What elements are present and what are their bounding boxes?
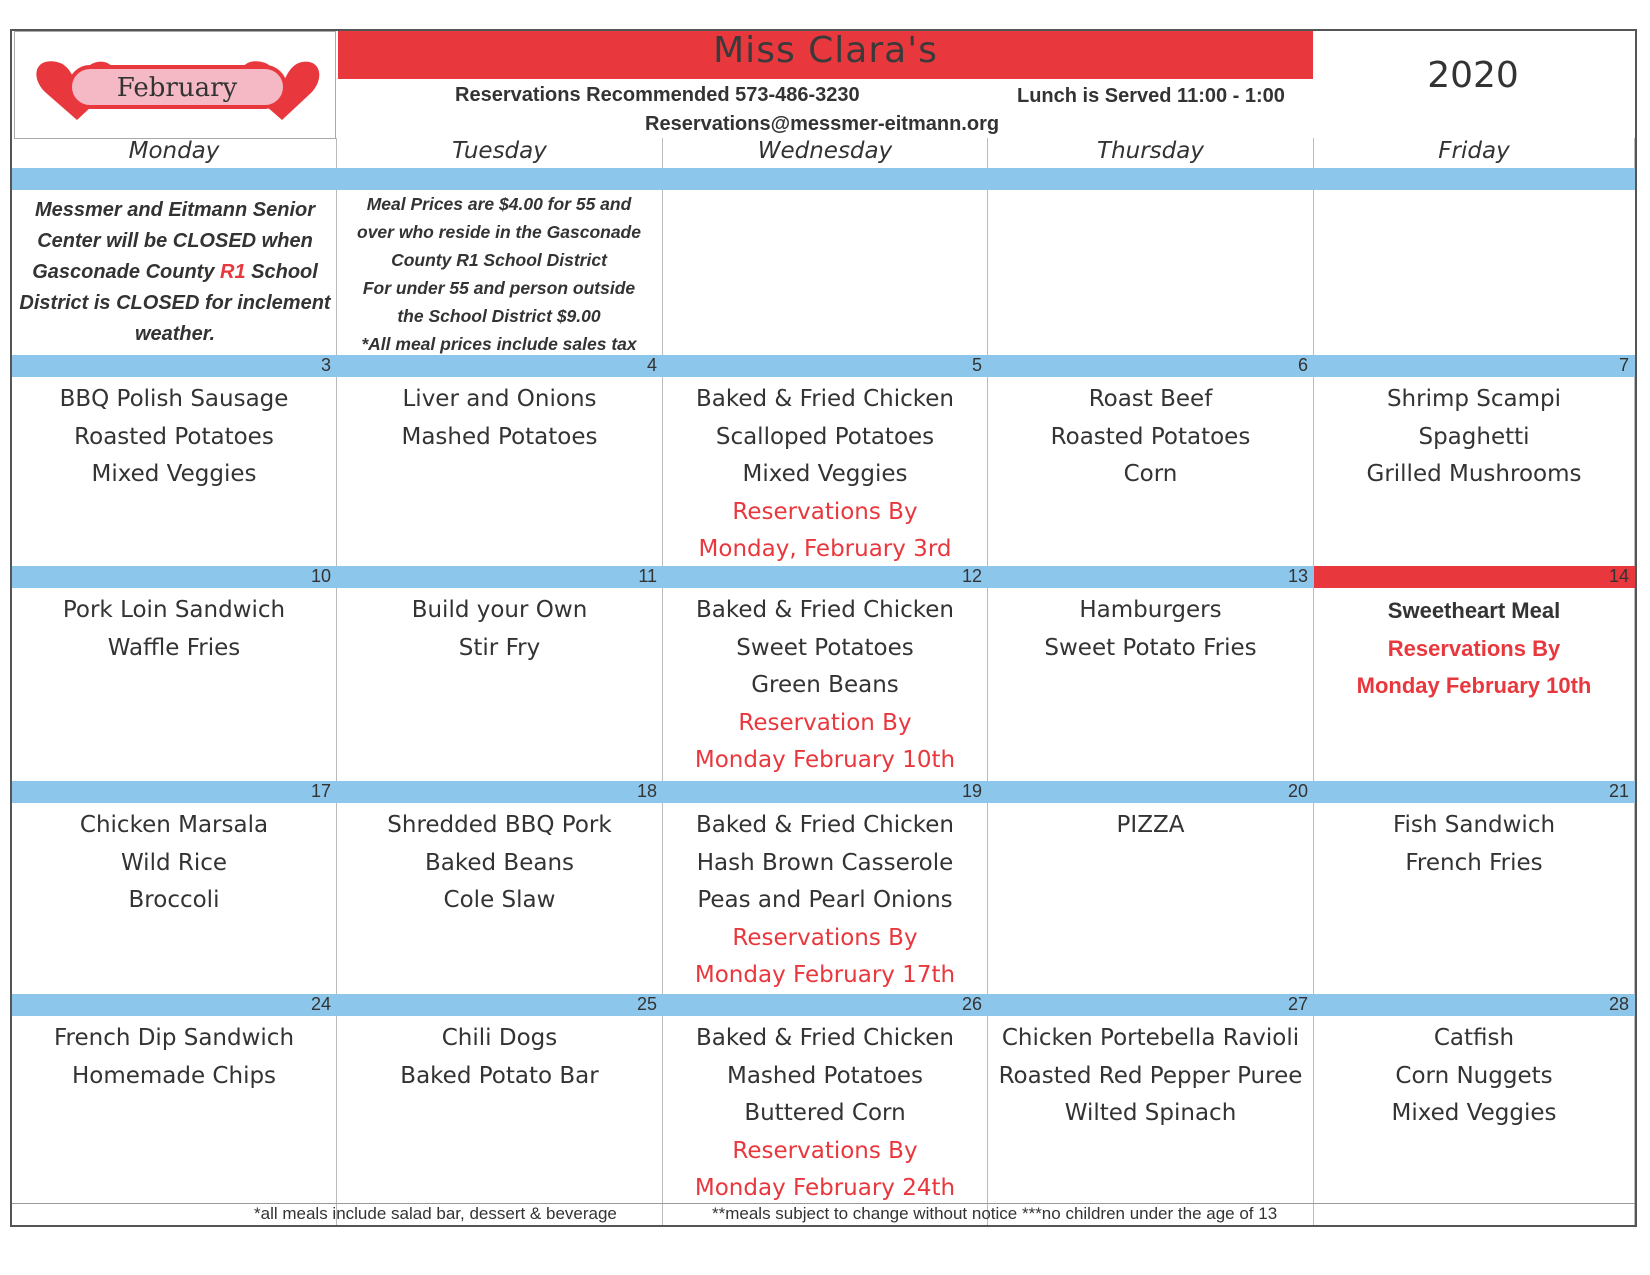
menu-item: Green Beans xyxy=(751,672,899,698)
menu-item: Sweet Potatoes xyxy=(736,634,914,661)
day-cell xyxy=(337,803,663,1016)
menu-item: Sweet Potato Fries xyxy=(1044,634,1257,661)
reservation-note: Monday, February 3rd xyxy=(698,536,952,562)
day-cell xyxy=(988,1016,1314,1225)
day-number: 17 xyxy=(12,781,337,803)
year-label: 2020 xyxy=(1427,55,1519,96)
menu-item: Shredded BBQ Pork xyxy=(387,812,612,838)
day-cell xyxy=(988,377,1314,588)
day-cell xyxy=(12,803,337,1016)
menu-item: Mixed Veggies xyxy=(742,461,908,487)
reservation-note: Reservations By xyxy=(732,1137,918,1164)
menu-item: Build your Own xyxy=(411,597,588,623)
day-cell xyxy=(663,588,988,803)
day-number: 19 xyxy=(663,781,988,803)
price-line: Meal Prices are $4.00 for 55 and xyxy=(366,194,632,214)
week-band-top xyxy=(12,168,1635,190)
day-number: 26 xyxy=(663,994,988,1016)
closure-notice-text-end: School District is CLOSED for inclement weather. xyxy=(19,261,331,345)
day-number: 18 xyxy=(337,781,663,803)
price-line: the School District $9.00 xyxy=(397,306,601,326)
menu-item: Grilled Mushrooms xyxy=(1366,461,1582,487)
day-number: 7 xyxy=(1314,355,1635,377)
weekday-thursday: Thursday xyxy=(988,138,1314,168)
reservation-note: Reservation By xyxy=(738,709,912,736)
closure-notice-text: Messmer and Eitmann Senior Center will be CLOSED when Gasconade County xyxy=(32,199,316,283)
menu-item: Spaghetti xyxy=(1418,423,1530,450)
menu-item: Catfish xyxy=(1433,1025,1515,1051)
day-number: 3 xyxy=(12,355,337,377)
month-logo xyxy=(14,31,336,139)
reservation-note: Monday February 10th xyxy=(1356,673,1592,698)
menu-item: Baked & Fried Chicken xyxy=(695,1025,955,1051)
day-number: 11 xyxy=(337,566,663,588)
reservations-email: Reservations@messmer-eitmann.org xyxy=(645,113,1000,135)
menu-item: Baked & Fried Chicken xyxy=(695,812,955,838)
menu-item: Wilted Spinach xyxy=(1064,1100,1237,1126)
reservations-phone: Reservations Recommended 573-486-3230 xyxy=(455,84,860,106)
day-cell xyxy=(12,377,337,588)
menu-item: Scalloped Potatoes xyxy=(715,423,935,450)
menu-item: Roast Beef xyxy=(1088,386,1213,412)
day-cell xyxy=(337,377,663,588)
menu-item: Shrimp Scampi xyxy=(1386,386,1562,412)
day-cell xyxy=(1314,1016,1635,1225)
menu-item: Roasted Potatoes xyxy=(1050,423,1251,450)
day-cell xyxy=(337,1016,663,1225)
menu-item: Mixed Veggies xyxy=(91,461,257,487)
menu-item: Cole Slaw xyxy=(443,887,556,913)
menu-item: Hash Brown Casserole xyxy=(696,849,954,876)
menu-item: Pork Loin Sandwich xyxy=(62,597,286,623)
weekday-monday: Monday xyxy=(12,138,337,168)
day-number: 24 xyxy=(12,994,337,1016)
menu-item: Roasted Potatoes xyxy=(74,423,274,450)
menu-item: BBQ Polish Sausage xyxy=(59,386,289,412)
footer xyxy=(12,1203,1635,1225)
month-logo-text: February xyxy=(116,73,238,103)
menu-item: Roasted Red Pepper Puree xyxy=(998,1062,1303,1089)
day-cell xyxy=(663,1016,988,1225)
day-cell xyxy=(663,803,988,1016)
menu-item: PIZZA xyxy=(1116,812,1185,838)
menu-item: Corn xyxy=(1123,461,1178,487)
menu-item: Wild Rice xyxy=(120,849,228,876)
menu-item: Baked Potato Bar xyxy=(400,1062,599,1089)
menu-item: Liver and Onions xyxy=(402,386,597,412)
day-cell xyxy=(337,588,663,803)
day-cell xyxy=(12,588,337,803)
day-number: 25 xyxy=(337,994,663,1016)
heart-banner-icon xyxy=(15,32,335,138)
day-cell xyxy=(1314,377,1635,588)
weekday-friday: Friday xyxy=(1314,138,1635,168)
reservation-note: Monday February 24th xyxy=(694,1175,956,1201)
menu-item: Waffle Fries xyxy=(107,634,241,661)
reservation-note: Monday February 10th xyxy=(694,747,956,773)
day-number: 20 xyxy=(988,781,1314,803)
reservation-note: Reservations By xyxy=(732,498,918,525)
day-cell xyxy=(1314,803,1635,1016)
day-cell xyxy=(988,803,1314,1016)
lunch-time: Lunch is Served 11:00 - 1:00 xyxy=(1017,85,1285,107)
menu-item: Mashed Potatoes xyxy=(401,423,598,450)
price-line: For under 55 and person outside xyxy=(362,278,636,298)
day-number: 6 xyxy=(988,355,1314,377)
menu-item: Homemade Chips xyxy=(71,1062,277,1089)
menu-item: Baked & Fried Chicken xyxy=(695,597,955,623)
menu-item: Mixed Veggies xyxy=(1391,1100,1557,1126)
menu-item: Baked & Fried Chicken xyxy=(695,386,955,412)
menu-item: Mashed Potatoes xyxy=(726,1062,924,1089)
day-number: 28 xyxy=(1314,994,1635,1016)
meal-prices-notice xyxy=(338,190,660,358)
menu-item: Chili Dogs xyxy=(441,1025,558,1051)
menu-item: Stir Fry xyxy=(458,634,541,661)
menu-item: Sweetheart Meal xyxy=(1387,598,1561,623)
weekday-tuesday: Tuesday xyxy=(337,138,663,168)
price-line: County R1 School District xyxy=(391,250,607,270)
reservation-note: Reservations By xyxy=(1387,635,1561,661)
day-number: 13 xyxy=(988,566,1314,588)
footer-right-note: **meals subject to change without notice ***no children under the age of 13 xyxy=(712,1204,1278,1223)
day-number: 10 xyxy=(12,566,337,588)
day-number: 12 xyxy=(663,566,988,588)
closure-notice-highlight: R1 xyxy=(220,261,246,283)
footer-left-note: *all meals include salad bar, dessert & beverage xyxy=(254,1204,617,1223)
price-line: *All meal prices include sales tax xyxy=(361,334,637,354)
menu-item: Baked Beans xyxy=(424,849,575,876)
day-cell xyxy=(1314,588,1635,803)
day-number: 4 xyxy=(337,355,663,377)
day-number: 27 xyxy=(988,994,1314,1016)
menu-item: Fish Sandwich xyxy=(1392,812,1556,838)
menu-item: French Fries xyxy=(1405,849,1543,876)
day-number: 5 xyxy=(663,355,988,377)
menu-item: French Dip Sandwich xyxy=(53,1025,295,1051)
price-line: over who reside in the Gasconade xyxy=(357,222,641,242)
reservation-note: Reservations By xyxy=(732,924,918,951)
reservation-note: Monday February 17th xyxy=(694,962,956,988)
day-cell xyxy=(12,1016,337,1225)
weekday-wednesday: Wednesday xyxy=(663,138,988,168)
menu-item: Hamburgers xyxy=(1079,597,1222,623)
day-number: 14 xyxy=(1314,566,1635,588)
day-cell xyxy=(663,377,988,588)
page-title: Miss Clara's xyxy=(713,30,938,71)
menu-item: Buttered Corn xyxy=(744,1100,906,1126)
menu-item: Broccoli xyxy=(128,887,220,913)
day-cell xyxy=(988,588,1314,803)
menu-item: Chicken Marsala xyxy=(79,812,269,838)
menu-item: Chicken Portebella Ravioli xyxy=(1001,1025,1300,1051)
menu-item: Peas and Pearl Onions xyxy=(697,887,953,913)
closure-notice xyxy=(14,195,336,350)
menu-item: Corn Nuggets xyxy=(1395,1062,1553,1089)
day-number: 21 xyxy=(1314,781,1635,803)
